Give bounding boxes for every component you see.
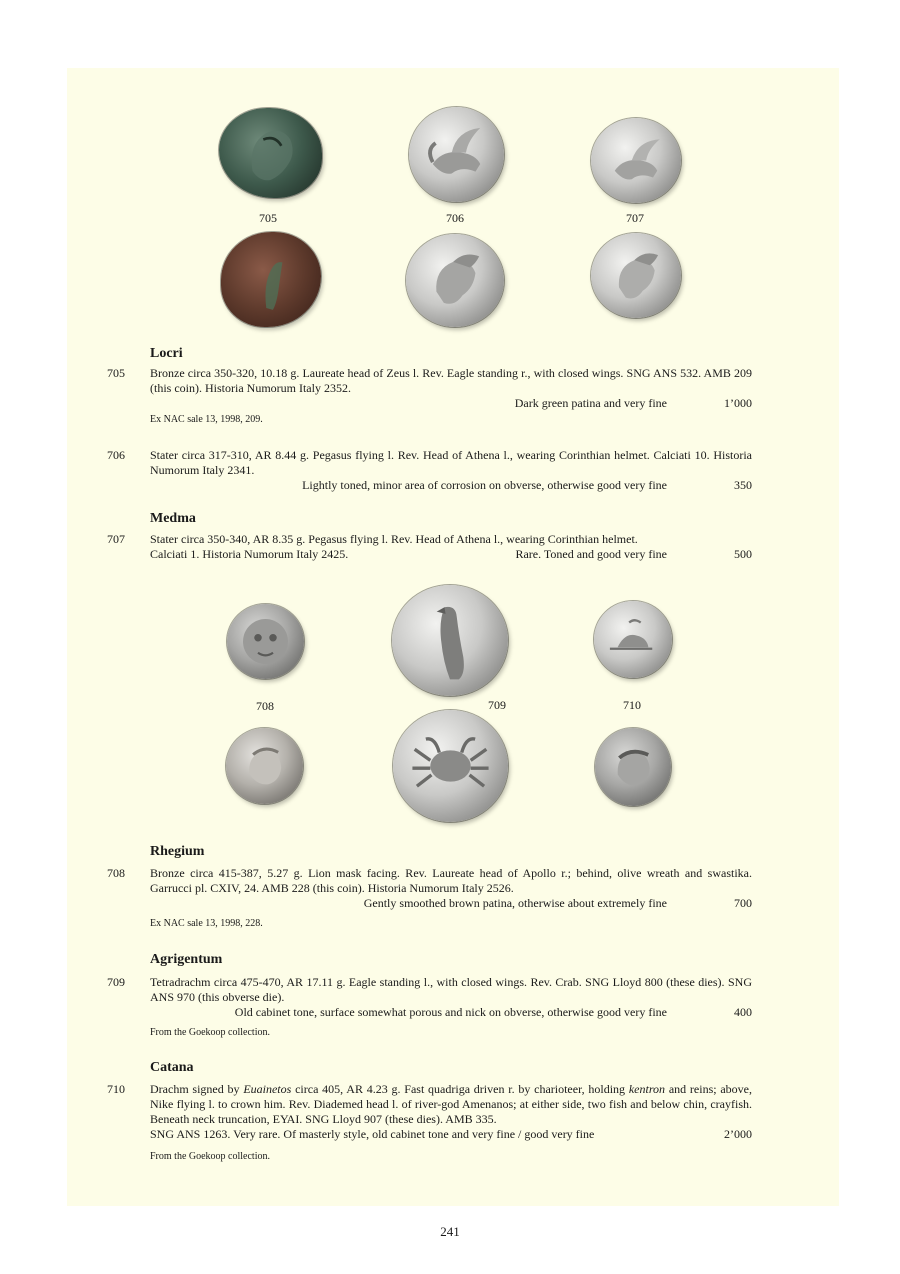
lot-description-tail: SNG ANS 1263. Very rare. Of masterly style, old cabinet tone and very fine / good very fine [150, 1127, 595, 1141]
lot-707 [107, 532, 752, 562]
lot-condition: Dark green patina and very fine [514, 396, 667, 410]
image-label-708: 708 [256, 699, 274, 713]
lot-description [150, 1082, 752, 1127]
lot-number: 710 [107, 1082, 125, 1096]
lot-number: 705 [107, 366, 125, 380]
lot-description-part: and reins; above, Nike flying l. to crown him. Rev. Diademed head l. of river-god Amenanos; at either side, two fish and below chin, crayfish. Beneath neck truncation, ΕΥΑΙ. SNG Lloyd 907 (these dies). AMB 335. [150, 1082, 753, 1126]
lot-description: Bronze circa 415-387, 5.27 g. Lion mask facing. Rev. Laureate head of Apollo r.; behind, olive wreath and swastika. Garrucci pl. CXIV, 24. AMB 228 (this coin). Historia Numorum Italy 2526. [150, 866, 752, 895]
lot-estimate: 1’000 [724, 396, 752, 410]
coin-710-obverse-image [594, 601, 672, 678]
coin-706-reverse-image [406, 234, 504, 327]
lot-705 [107, 366, 752, 411]
kentron-term: kentron [628, 1082, 666, 1096]
image-label-709: 709 [488, 698, 506, 712]
coin-707-reverse-image [591, 233, 681, 318]
lot-description: Stater circa 317-310, AR 8.44 g. Pegasus flying l. Rev. Head of Athena l., wearing Corinthian helmet. Calciati 10. Historia Numorum Italy 2341. [150, 448, 752, 477]
coin-708-obverse-image [227, 604, 304, 679]
lot-condition: Gently smoothed brown patina, otherwise about extremely fine [363, 896, 667, 910]
engraver-name: Euainetos [243, 1082, 292, 1096]
lot-709 [107, 975, 752, 1020]
image-label-706: 706 [446, 211, 464, 225]
lot-706 [107, 448, 752, 493]
lot-condition: Old cabinet tone, surface somewhat porous and nick on obverse, otherwise good very fine [234, 1005, 667, 1019]
coin-708-reverse-image [226, 728, 303, 804]
image-label-707: 707 [626, 211, 644, 225]
coin-710-reverse-image [595, 728, 671, 806]
lot-number: 708 [107, 866, 125, 880]
section-title-rhegium: Rhegium [150, 844, 205, 859]
lot-estimate: 2’000 [724, 1127, 752, 1141]
lot-description-part: circa 405, AR 4.23 g. Fast quadriga driven r. by charioteer, holding [291, 1082, 629, 1096]
lot-description: Bronze circa 350-320, 10.18 g. Laureate head of Zeus l. Rev. Eagle standing r., with closed wings. SNG ANS 532. AMB 209 (this coin). Historia Numorum Italy 2352. [150, 366, 752, 395]
lot-709-provenance: From the Goekoop collection. [150, 1027, 270, 1038]
section-title-catana: Catana [150, 1060, 194, 1075]
lot-description-part: Drachm signed by [150, 1082, 244, 1096]
lot-708-provenance: Ex NAC sale 13, 1998, 228. [150, 918, 263, 929]
lot-estimate: 350 [734, 478, 752, 492]
lot-710-provenance: From the Goekoop collection. [150, 1151, 270, 1162]
lot-description: Stater circa 350-340, AR 8.35 g. Pegasus flying l. Rev. Head of Athena l., wearing Corinthian helmet. [150, 532, 638, 546]
lot-estimate: 400 [734, 1005, 752, 1019]
lot-705-provenance: Ex NAC sale 13, 1998, 209. [150, 414, 263, 425]
lot-estimate: 500 [734, 547, 752, 561]
lot-description-tail: Calciati 1. Historia Numorum Italy 2425. [150, 547, 349, 561]
coin-709-obverse-image [392, 585, 508, 696]
image-label-710: 710 [623, 698, 641, 712]
lot-number: 709 [107, 975, 125, 989]
coin-709-reverse-image [393, 710, 508, 822]
lot-condition: Lightly toned, minor area of corrosion on obverse, otherwise good very fine [302, 478, 667, 492]
coin-707-obverse-image [591, 118, 681, 203]
lot-number: 707 [107, 532, 125, 546]
lot-708 [107, 866, 752, 911]
lot-number: 706 [107, 448, 125, 462]
section-title-locri: Locri [150, 346, 183, 361]
lot-description: Tetradrachm circa 475-470, AR 17.11 g. Eagle standing l., with closed wings. Rev. Crab. SNG Lloyd 800 (these dies). SNG ANS 970 (this obverse die). [150, 975, 752, 1004]
section-title-medma: Medma [150, 511, 196, 526]
image-label-705: 705 [259, 211, 277, 225]
coin-706-obverse-image [409, 107, 504, 202]
section-title-agrigentum: Agrigentum [150, 952, 223, 967]
lot-estimate: 700 [734, 896, 752, 910]
lot-710 [107, 1082, 752, 1142]
lot-condition: Rare. Toned and good very fine [515, 547, 667, 561]
page-number: 241 [440, 1224, 460, 1239]
